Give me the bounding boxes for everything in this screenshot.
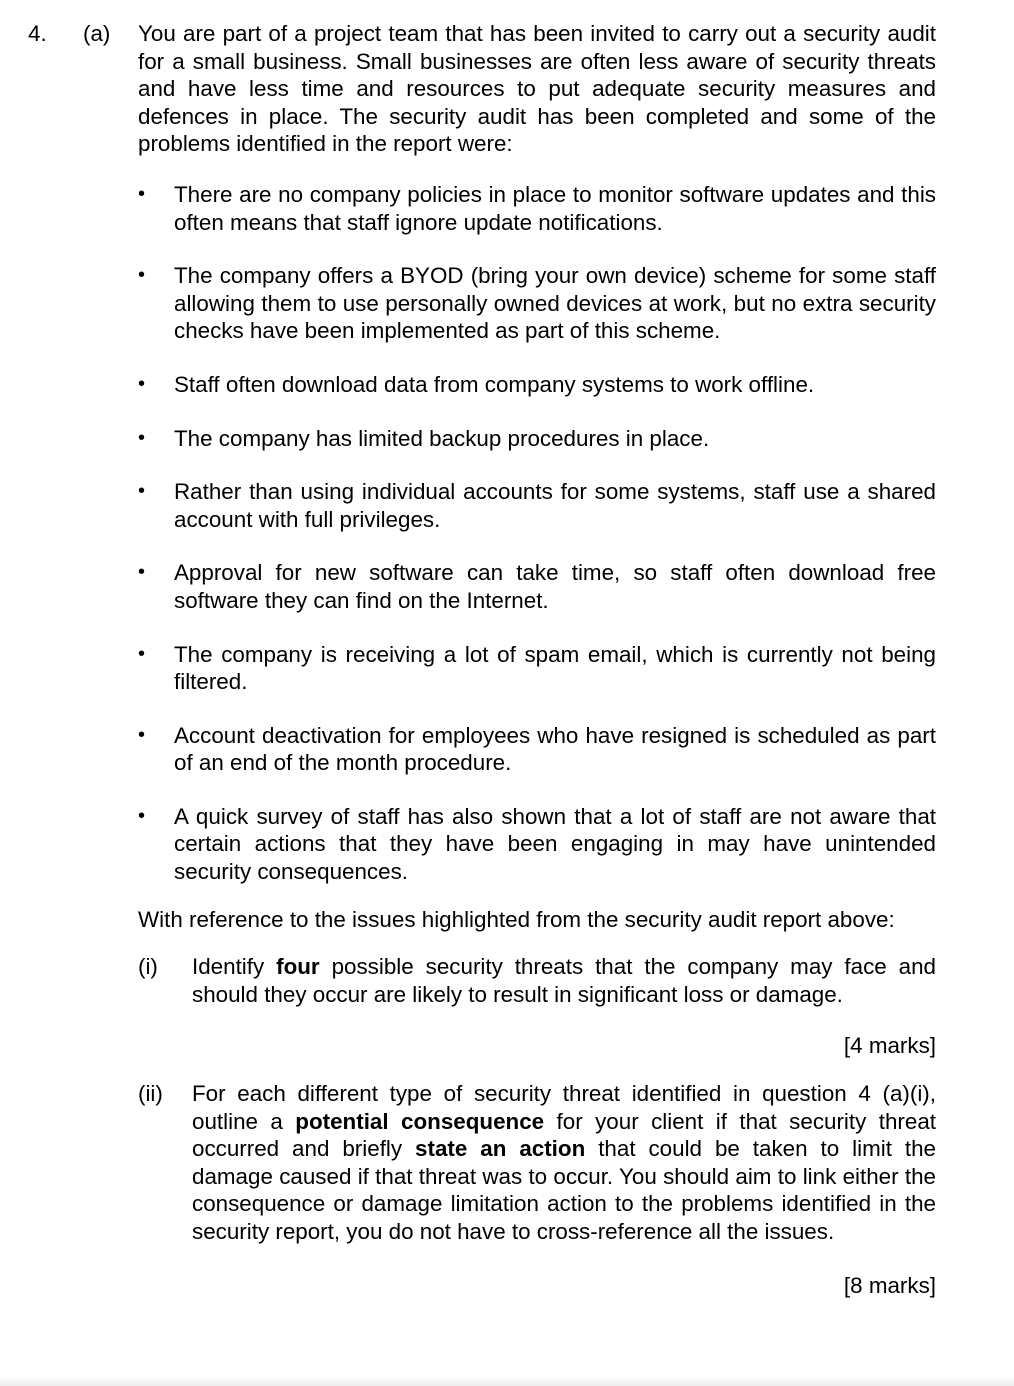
list-item — [138, 478, 936, 533]
list-item — [138, 559, 936, 614]
subquestion-text: Identify — [192, 954, 277, 980]
marks-label: [4 marks] — [843, 1033, 936, 1059]
subquestion-number: (i) — [138, 954, 158, 980]
list-item — [138, 181, 936, 236]
subquestion-ii — [138, 1080, 936, 1246]
issue-text: The company offers a BYOD (bring your own device) scheme for some staff allowing them to use personally owned devices at work, but no extra security checks have been implemented as part of this scheme. — [174, 263, 936, 344]
bullet-icon: • — [138, 804, 146, 827]
subquestion-text: for your client if that security threat occurred and briefly — [192, 1108, 937, 1162]
issue-text: Account deactivation for employees who have resigned is scheduled as part of an end of the month procedure. — [174, 722, 936, 776]
subquestion-number: (ii) — [138, 1081, 163, 1107]
bullet-icon: • — [138, 642, 146, 665]
subquestion-emphasis: state an action — [415, 1136, 586, 1162]
list-item — [138, 425, 936, 453]
bullet-icon: • — [138, 723, 146, 746]
list-item — [138, 803, 936, 886]
list-item — [138, 641, 936, 696]
subquestion-text: that could be taken to limit the damage caused if that threat was to occur. You should aim to link either the consequence or damage limitation action to the problems identified in the security report, you do not have to cross-reference all the issues. — [192, 1136, 936, 1244]
subquestion-text: possible security threats that the company may face and should they occur are likely to result in significant loss or damage. — [192, 954, 936, 1007]
list-item — [138, 722, 936, 777]
issue-text: The company is receiving a lot of spam email, which is currently not being filtered. — [174, 641, 936, 695]
bullet-icon: • — [138, 480, 146, 503]
page-edge-shadow — [0, 1376, 1014, 1386]
issue-list — [138, 181, 936, 886]
bullet-icon: • — [138, 561, 146, 584]
issue-text: There are no company policies in place to monitor software updates and this often means that staff ignore update notifications. — [174, 181, 936, 235]
bullet-icon: • — [138, 372, 146, 395]
bullet-icon: • — [138, 264, 146, 287]
bullet-icon: • — [138, 426, 146, 449]
issue-text: Approval for new software can take time, so staff often download free software they can find on the Internet. — [174, 560, 936, 613]
issue-text: A quick survey of staff has also shown that a lot of staff are not aware that certain actions that they have been engaging in may have unintended security consequences. — [174, 803, 936, 885]
issue-text: Rather than using individual accounts for some systems, staff use a shared account with full privileges. — [174, 479, 936, 532]
issue-text: The company has limited backup procedures in place. — [174, 425, 710, 451]
marks-label: [8 marks] — [843, 1272, 936, 1298]
subquestion-text: For each different type of security threat identified in question 4 (a)(i), outline a — [192, 1081, 936, 1134]
list-item — [138, 371, 936, 399]
subquestion-emphasis: potential consequence — [295, 1108, 545, 1134]
subquestion-emphasis: four — [276, 954, 320, 980]
reference-text: With reference to the issues highlighted from the security audit report above: — [138, 906, 895, 932]
list-item — [138, 262, 936, 345]
question-body — [138, 20, 936, 1319]
issue-text: Staff often download data from company systems to work offline. — [174, 371, 815, 397]
bullet-icon: • — [138, 182, 146, 205]
question-intro: You are part of a project team that has been invited to carry out a security audit for a small business. Small businesses are often less aware of security threats and have less time and resources to put adequate security measures and defences in place. The security audit has been completed and some of the problems identified in the report were: — [138, 21, 936, 157]
question-number: 4. — [28, 21, 47, 46]
question-part-label: (a) — [83, 21, 111, 46]
subquestion-i — [138, 953, 936, 1008]
